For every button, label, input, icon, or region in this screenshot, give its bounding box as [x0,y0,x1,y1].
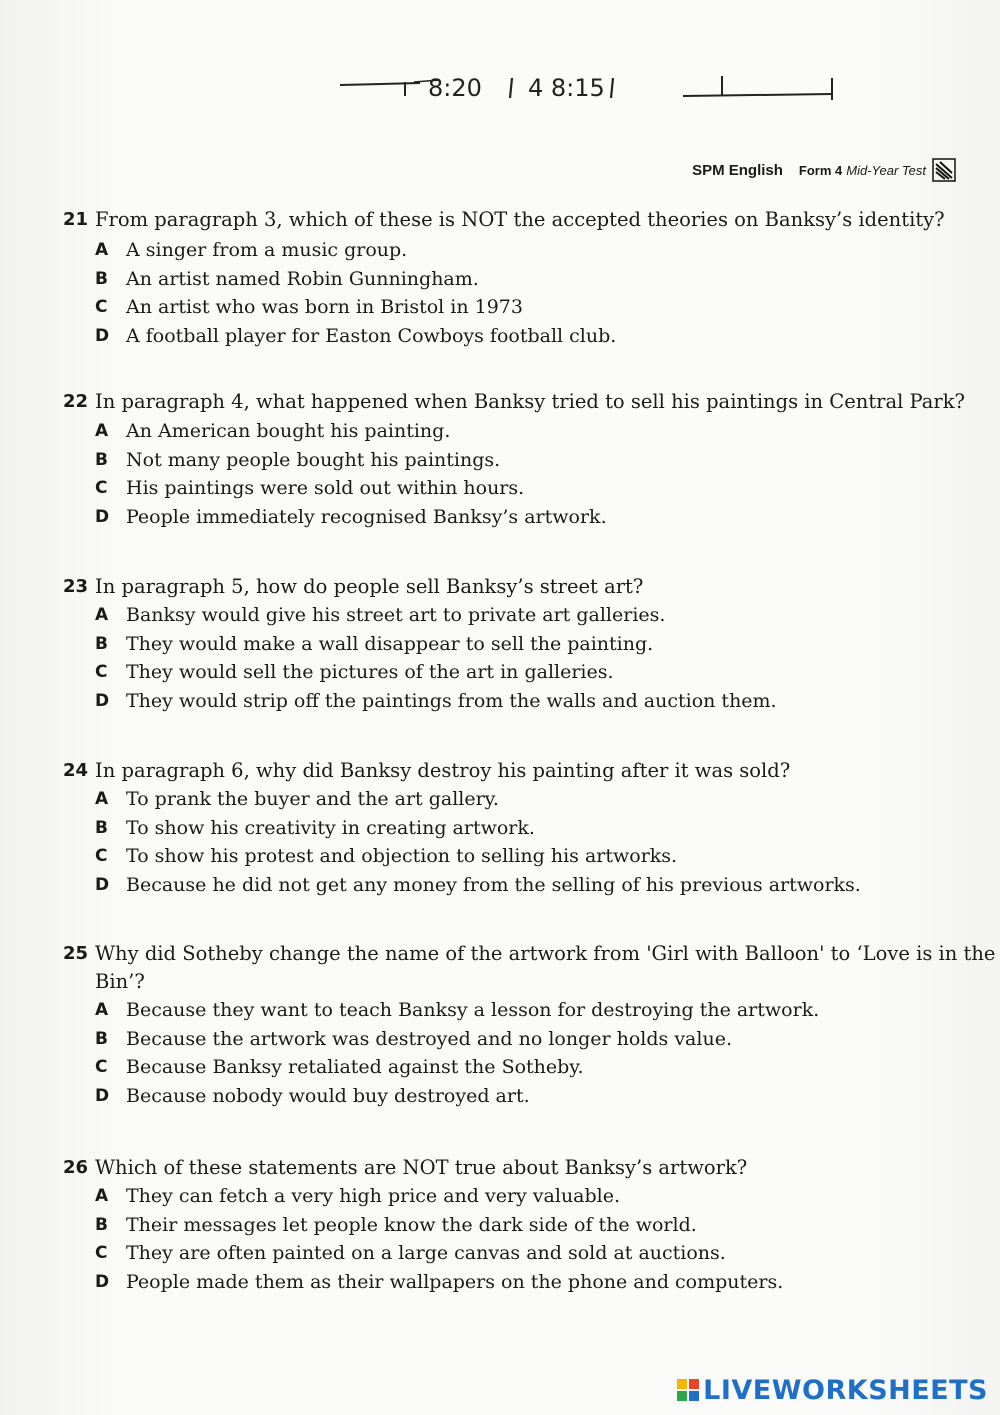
option-c[interactable] [0,1239,1000,1268]
header-form: Form 4 [798,162,843,178]
option-b[interactable] [0,265,1000,294]
option-letter: A [95,605,109,625]
question-text: In paragraph 5, how do people sell Banksy’s street art? [95,575,644,598]
question-number: 22 [62,391,88,412]
option-text: They would make a wall disappear to sell the painting. [126,632,654,655]
option-text: They can fetch a very high price and very valuable. [126,1185,621,1207]
option-letter: A [95,789,109,809]
option-a[interactable] [0,785,1000,814]
option-text: They would sell the pictures of the art in galleries. [126,661,614,683]
option-text: To show his creativity in creating artwork. [126,816,535,839]
question-number: 21 [62,209,88,230]
question-text: Which of these statements are NOT true about Banksy’s artwork? [95,1156,748,1179]
option-text: A singer from a music group. [126,239,408,261]
option-c[interactable] [0,293,1000,322]
header-test: Mid-Year Test [846,162,926,178]
question-24 [0,757,1000,899]
option-letter: B [95,268,108,289]
handwritten-lines [0,60,1000,110]
option-d[interactable] [0,687,1000,716]
option-c[interactable] [0,474,1000,503]
option-text: Because Banksy retaliated against the Sotheby. [126,1056,584,1078]
option-b[interactable] [0,630,1000,659]
option-text: A football player for Easton Cowboys football club. [126,324,617,347]
page-header [692,158,956,182]
handwritten-marks [0,60,1000,110]
option-letter: A [95,1186,109,1206]
liveworksheets-logo-icon [677,1379,699,1401]
question-22 [0,388,1000,531]
option-letter: B [95,817,108,838]
option-b[interactable] [0,1211,1000,1240]
book-stack-icon [932,158,956,182]
question-25 [0,940,1000,1110]
option-letter: C [95,846,108,866]
option-letter: C [95,1057,108,1077]
option-text: Banksy would give his street art to private art galleries. [126,604,666,626]
option-text: An artist named Robin Gunningham. [126,267,479,290]
option-c[interactable] [0,658,1000,687]
option-letter: B [95,1214,108,1235]
option-letter: A [95,1000,109,1020]
option-d[interactable] [0,322,1000,351]
option-text: To show his protest and objection to selling his artworks. [126,845,678,867]
option-letter: A [95,421,109,441]
question-number: 24 [62,760,88,781]
option-text: Because nobody would buy destroyed art. [126,1084,530,1107]
option-b[interactable] [0,1025,1000,1054]
option-letter: D [95,690,110,711]
option-letter: D [95,506,110,527]
option-c[interactable] [0,1053,1000,1082]
option-letter: D [95,325,110,346]
header-subject: SPM English [692,161,783,179]
liveworksheets-logo[interactable] [677,1373,988,1407]
option-letter: C [95,478,108,498]
option-a[interactable] [0,236,1000,265]
option-letter: C [95,1243,108,1263]
option-text: His paintings were sold out within hours. [126,477,525,499]
option-a[interactable] [0,601,1000,630]
option-letter: B [95,1028,108,1049]
option-a[interactable] [0,1182,1000,1211]
option-text: Because they want to teach Banksy a lesson for destroying the artwork. [126,999,820,1021]
option-text: They are often painted on a large canvas and sold at auctions. [126,1242,726,1264]
option-d[interactable] [0,871,1000,900]
option-b[interactable] [0,446,1000,475]
question-text: Why did Sotheby change the name of the artwork from 'Girl with Balloon' to ‘Love is in the Bin’? [95,942,996,993]
option-text: An American bought his painting. [126,420,451,442]
option-text: Because he did not get any money from the selling of his previous artworks. [126,873,861,896]
question-text: In paragraph 4, what happened when Banksy tried to sell his paintings in Central Park? [95,390,965,413]
option-text: People immediately recognised Banksy’s artwork. [126,505,607,528]
option-text: Not many people bought his paintings. [126,448,501,471]
option-a[interactable] [0,996,1000,1025]
question-text: From paragraph 3, which of these is NOT the accepted theories on Banksy’s identity? [95,208,945,231]
question-number: 26 [62,1157,88,1178]
option-text: People made them as their wallpapers on the phone and computers. [126,1270,784,1293]
option-letter: D [95,1085,110,1106]
logo-text: LIVEWORKSHEETS [703,1374,988,1406]
option-d[interactable] [0,503,1000,532]
option-letter: D [95,1271,110,1292]
option-letter: D [95,874,110,895]
option-d[interactable] [0,1268,1000,1297]
handwritten-mid-mark: 4 8:15 [528,74,605,102]
question-number: 23 [62,576,88,597]
option-text: They would strip off the paintings from the walls and auction them. [126,689,777,712]
question-26 [0,1154,1000,1296]
option-text: Because the artwork was destroyed and no longer holds value. [126,1027,732,1050]
option-letter: B [95,449,108,470]
option-d[interactable] [0,1082,1000,1111]
option-text: An artist who was born in Bristol in 1973 [126,296,523,318]
option-text: Their messages let people know the dark side of the world. [126,1213,697,1236]
option-a[interactable] [0,417,1000,446]
question-23 [0,573,1000,715]
option-letter: B [95,633,108,654]
question-text: In paragraph 6, why did Banksy destroy his painting after it was sold? [95,759,791,782]
option-c[interactable] [0,842,1000,871]
question-number: 25 [62,943,88,964]
option-text: To prank the buyer and the art gallery. [126,788,499,810]
question-21 [0,206,1000,350]
handwritten-left-mark: 8:20 [428,74,482,102]
option-letter: C [95,297,108,317]
option-letter: C [95,662,108,682]
option-b[interactable] [0,814,1000,843]
option-letter: A [95,240,109,260]
